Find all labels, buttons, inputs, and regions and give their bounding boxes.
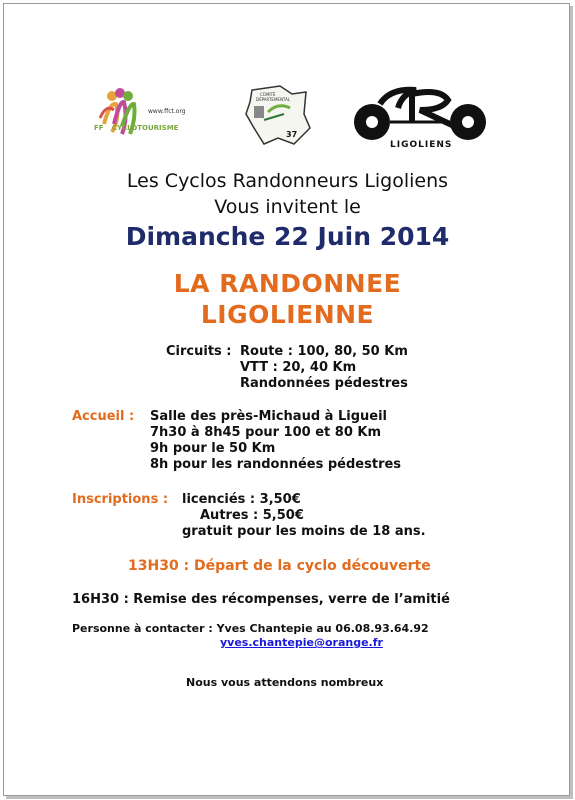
inscriptions-autres: Autres : 5,50€ [200,508,304,523]
circuits-pedestres: Randonnées pédestres [240,376,408,391]
accueil-line: 7h30 à 8h45 pour 100 et 80 Km [150,425,382,440]
document-page [3,3,570,796]
inscriptions-label: Inscriptions : [72,492,169,507]
ffct-ff: FF [94,124,104,132]
cyclos-ligoliens-logo [350,86,492,156]
accueil-label: Accueil : [72,409,135,424]
ffct-logo [90,84,202,142]
accueil-line: 8h pour les randonnées pédestres [150,457,402,472]
page-shadow-bottom [6,796,573,799]
club-name: Les Cyclos Randonneurs Ligoliens [126,170,449,192]
page-shadow-right [570,6,573,798]
ffct-site: www.ffct.org [148,108,186,115]
bicycle-icon [350,86,492,142]
event-title-line2: LIGOLIENNE [200,300,375,329]
contact-email-link[interactable]: yves.chantepie@orange.fr [220,636,383,649]
event-date: Dimanche 22 Juin 2014 [125,222,450,251]
cyclos-brand: LIGOLIENS [390,140,453,150]
departement-map-icon [244,84,312,148]
comite-departemental-logo [244,84,312,148]
comite-number: 37 [286,130,298,139]
ffct-brand: CYCLOTOURISME [112,124,179,132]
remise-line: 16H30 : Remise des récompenses, verre de l’amitié [72,592,450,607]
accueil-line: Salle des près-Michaud à Ligueil [150,409,387,424]
event-title-line1: LA RANDONNEE [173,269,402,298]
accueil-line: 9h pour le 50 Km [150,441,276,456]
comite-line1: COMITÉ [260,92,276,97]
circuits-route: Route : 100, 80, 50 Km [240,344,408,359]
circuits-label: Circuits : [166,344,232,359]
inscriptions-gratuit: gratuit pour les moins de 18 ans. [182,524,426,539]
closing-line: Nous vous attendons nombreux [186,676,384,689]
invitation-line: Vous invitent le [214,196,361,218]
comite-line2: DÉPARTEMENTAL [256,97,291,102]
inscriptions-licencies: licenciés : 3,50€ [182,492,301,507]
depart-line: 13H30 : Départ de la cyclo découverte [128,558,431,574]
contact-line: Personne à contacter : Yves Chantepie au 06.08.93.64.92 [72,622,429,635]
circuits-vtt: VTT : 20, 40 Km [240,360,357,375]
